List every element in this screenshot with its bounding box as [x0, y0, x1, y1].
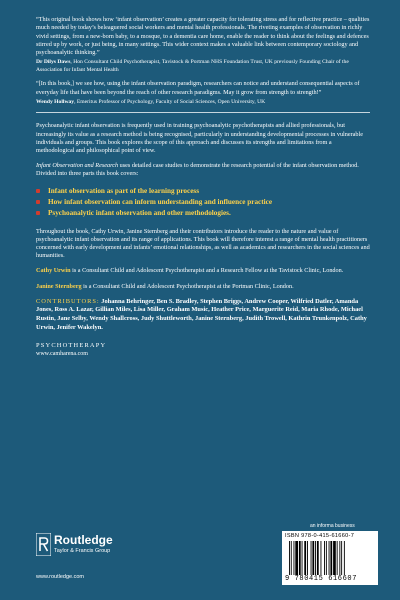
contributors-label: CONTRIBUTORS:	[36, 297, 100, 305]
bullet-text: Infant observation as part of the learning process	[48, 186, 200, 195]
publisher-group: Taylor & Francis Group	[54, 548, 111, 554]
bullet-square-icon	[36, 189, 40, 193]
barcode-bar	[326, 541, 327, 575]
barcode-bar	[339, 541, 340, 575]
barcode-bar	[289, 541, 290, 575]
barcode-bar	[311, 541, 312, 575]
bio-urwin-name: Cathy Urwin	[36, 267, 71, 275]
barcode-number: 9 780415 616607	[285, 575, 358, 583]
bullet-item	[36, 186, 370, 197]
bio-sternberg-text: is a Consultant Child and Adolescent Psychotherapist at the Portman Clinic, London.	[81, 282, 294, 290]
quote-daws: “This original book shows how ‘infant observation’ creates a greater capacity for tolerating stress and for reflective practice – qualities much needed by today’s beleaguered social workers and mental health professionals. The riveting examples of observation in richly vivid settings, from a new-born baby, to a mosque, to a dementia care home, enable the reader to think about the feelings and defences stirred up by work, or just being, in many settings. This wider context makes a valuable link between contemporary sociology and psychoanalytic thinking.”	[36, 16, 370, 57]
book-title: Infant Observation and Research	[36, 162, 119, 170]
barcode-bar	[291, 541, 292, 575]
barcode-bar	[302, 541, 303, 575]
cover-text	[36, 16, 370, 357]
barcode-bar	[337, 541, 338, 575]
bullet-item	[36, 197, 370, 208]
contributors	[36, 298, 370, 332]
bullet-list	[36, 186, 370, 219]
barcode-bar	[321, 541, 322, 575]
barcode-bars	[288, 541, 372, 575]
bullet-square-icon	[36, 211, 40, 215]
bio-urwin-text: is a Consultant Child and Adolescent Psychotherapist and a Research Fellow at the Tavistock Clinic, London.	[70, 267, 344, 275]
publisher-logo	[36, 533, 156, 565]
publisher-name: Routledge	[54, 533, 113, 547]
quote-hollway-attribution	[36, 99, 370, 106]
barcode-bar	[312, 541, 314, 575]
barcode-bar	[341, 541, 342, 575]
barcode-bar	[295, 541, 298, 575]
barcode-bar	[294, 541, 295, 575]
quote-daws-author: Dr Dilys Daws	[36, 59, 71, 66]
quote-hollway-author: Wendy Hollway	[36, 98, 75, 105]
barcode-bar	[330, 541, 332, 575]
barcode-bar	[344, 541, 345, 575]
divider	[36, 112, 370, 113]
quote-daws-attribution	[36, 59, 370, 74]
quote-daws-affiliation: , Hon Consultant Child Psychotherapist, Tavistock & Portman NHS Foundation Trust, UK previously Founding Chair of the Association for Infant Mental Health	[36, 59, 349, 73]
intro-paragraph: Psychoanalytic infant observation is frequently used in training psychoanalytic psychotherapists and allied professionals, but increasingly its value as a research method is being recognised, particularly in understanding developmental processes in vulnerable individuals and groups. This book explores the scope of this approach and discusses its strengths and limitations from a methodological and philosophical point of view.	[36, 122, 363, 154]
publisher-url[interactable]: www.routledge.com	[36, 574, 84, 580]
bullet-text: Psychoanalytic infant observation and other methodologies.	[48, 208, 231, 217]
barcode-bar	[329, 541, 330, 575]
throughout-paragraph: Throughout the book, Cathy Urwin, Janine Sternberg and their contributors introduce the reader to the nature and value of psychoanalytic infant observation and its range of applications. This book will therefore interest a range of mental health practitioners concerned with early development and infants’ emotional relationships, as well as academics and researchers in the social sciences and humanities.	[36, 227, 370, 260]
parts-intro: uses detailed case studies to demonstrate the research potential of the infant observation method. Divided into three parts this book covers:	[36, 162, 359, 178]
bullet-item	[36, 208, 370, 219]
barcode-bar	[315, 541, 316, 575]
barcode-bar	[317, 541, 319, 575]
bio-sternberg	[36, 283, 370, 291]
barcode-bar	[299, 541, 301, 575]
routledge-r-icon	[36, 533, 51, 556]
isbn-text: ISBN 978-0-415-61660-7	[285, 533, 355, 539]
contributors-names: Johanna Behringer, Ben S. Bradley, Stephen Briggs, Andrew Cooper, Wilfried Datler, Amanda Jones, Ross A. Lazar, Gillian Miles, Lisa Miller, Graham Music, Heather Price, Marguerite Reid, Maria Rhode, Michael Rustin, Jane Selby, Wendy Shallcross, Judy Shuttleworth, Janine Sternberg, Judith Trowell, Kathrin Trunkenpolz, Cathy Urwin, Jenifer Wakelyn.	[36, 297, 367, 331]
quote-hollway: “[In this book,] we see how, using the infant observation paradigm, researchers can notice and understand consequential aspects of everyday life that have been beyond the reach of other research paradigms. May it grow from strength to strength!”	[36, 80, 360, 96]
bio-urwin	[36, 267, 370, 275]
quote-hollway-affiliation: , Emeritus Professor of Psychology, Faculty of Social Sciences, Open University, UK	[74, 98, 266, 105]
bio-sternberg-name: Janine Sternberg	[36, 282, 82, 290]
informa-imprint: an informa business	[310, 523, 355, 529]
barcode-bar	[304, 541, 306, 575]
barcode-bar	[307, 541, 308, 575]
barcode-bar	[324, 541, 325, 575]
parts-paragraph	[36, 162, 370, 178]
bullet-text: How infant observation can inform understanding and influence practice	[48, 197, 273, 206]
bullet-square-icon	[36, 200, 40, 204]
subject-category: PSYCHOTHERAPY	[36, 342, 107, 350]
website-link[interactable]: www.camharena.com	[36, 351, 88, 358]
barcode-bar	[333, 541, 336, 575]
barcode	[282, 531, 378, 585]
